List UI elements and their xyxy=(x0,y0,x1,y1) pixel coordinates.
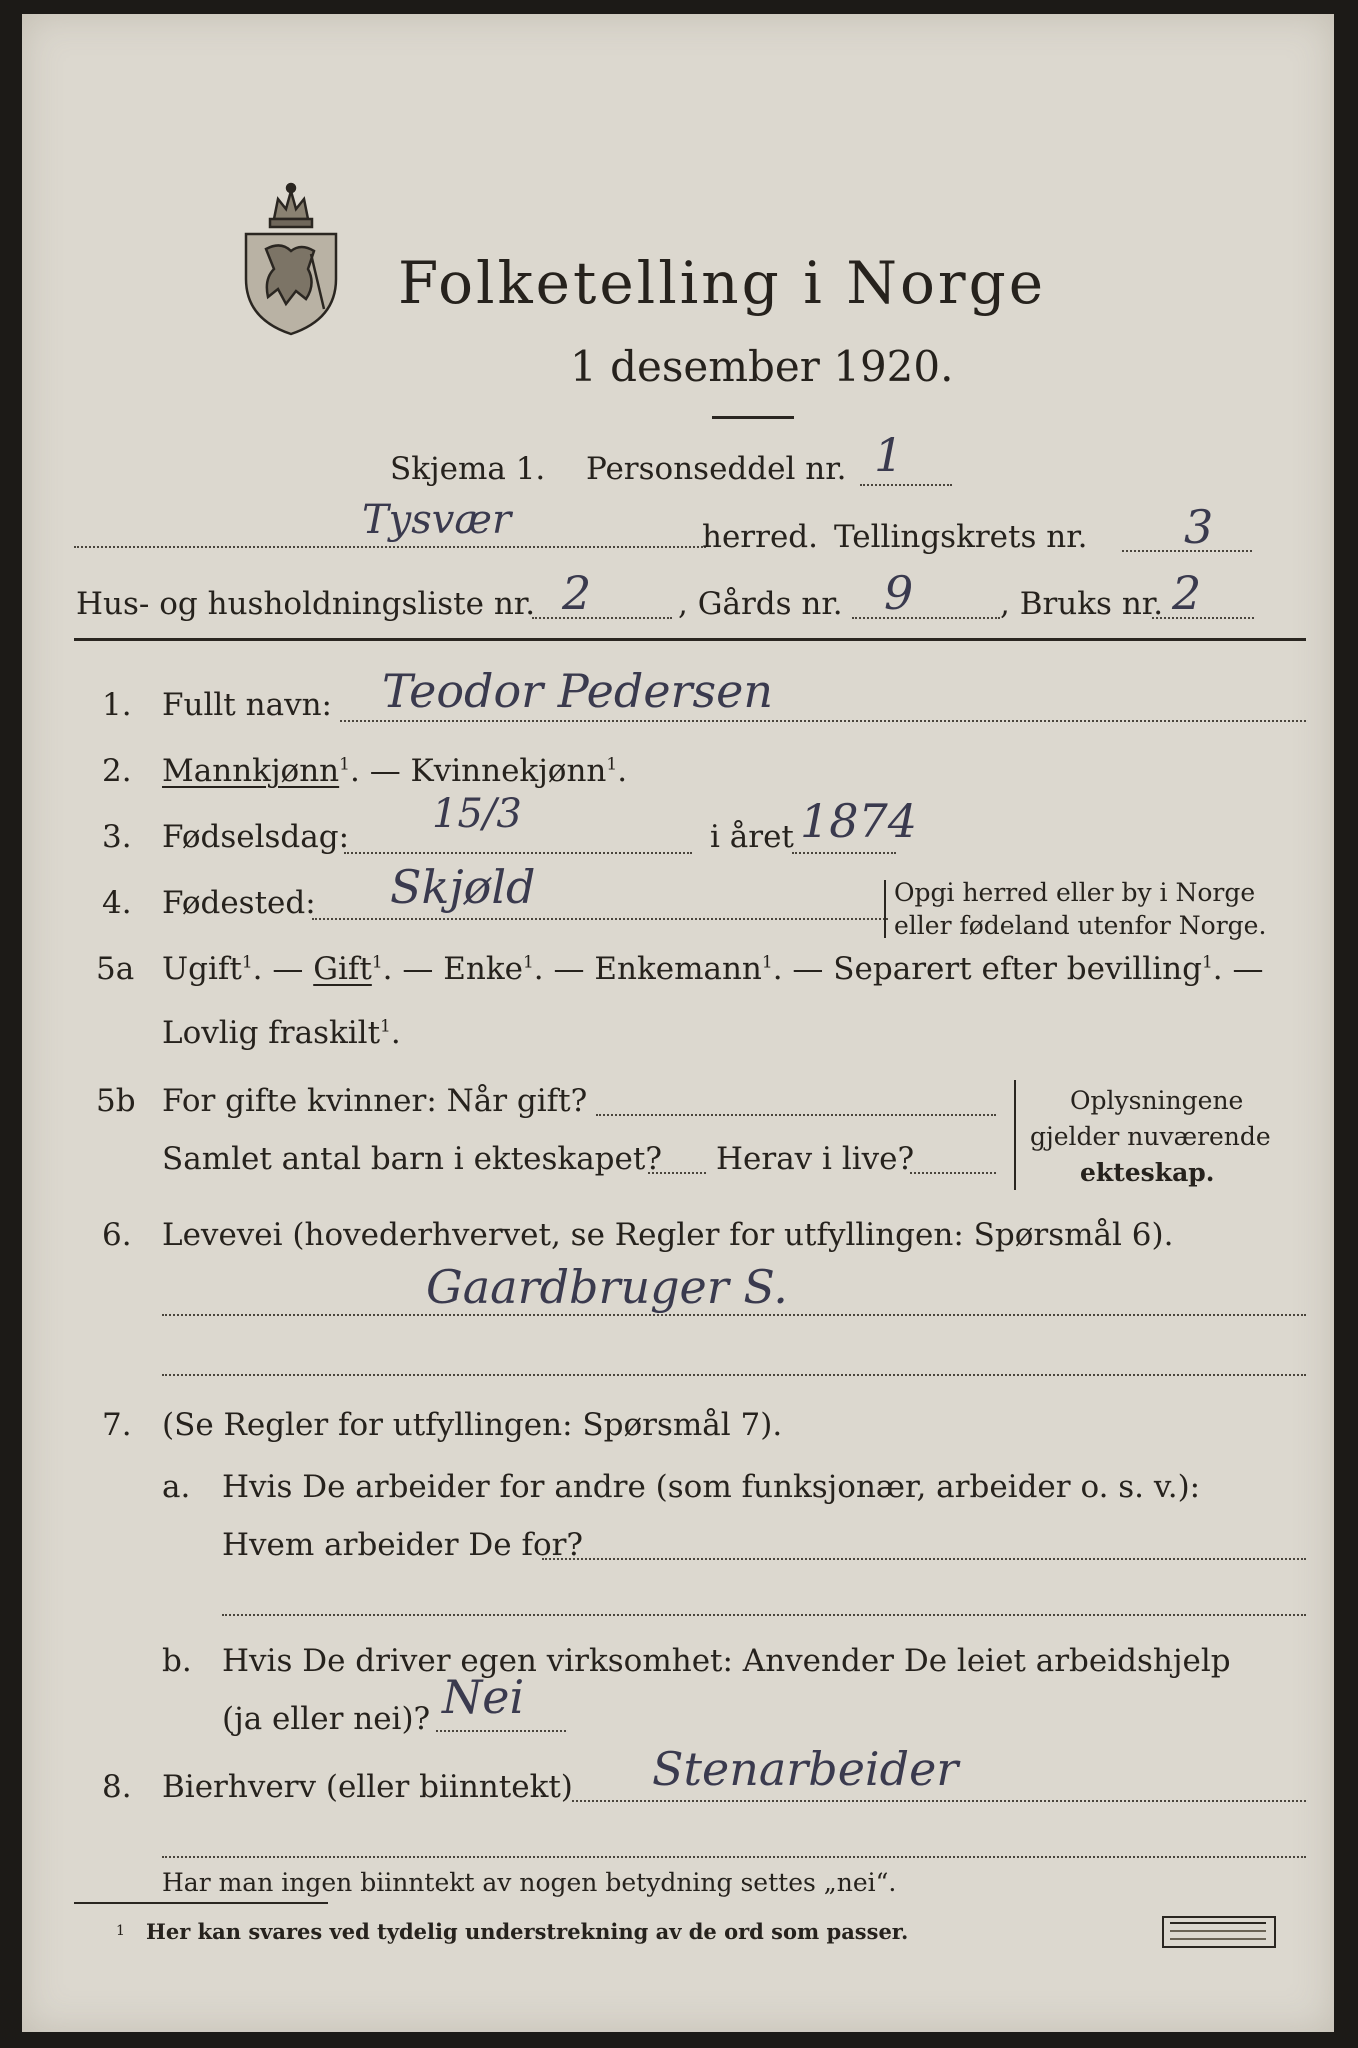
q3-year-line xyxy=(792,852,896,854)
q5a-line2: Lovlig fraskilt$^1$. xyxy=(162,1015,401,1051)
footnote-separator xyxy=(74,1902,328,1904)
q1-line xyxy=(340,720,1306,722)
q4-note-line2: eller fødeland utenfor Norge. xyxy=(894,911,1267,940)
q5b-note-brace xyxy=(1014,1080,1016,1190)
bruks-line xyxy=(1152,617,1254,619)
q5b-note-line2: gjelder nuværende xyxy=(1030,1122,1271,1151)
q8-number: 8. xyxy=(102,1769,132,1805)
q5b-children-label: Samlet antal barn i ekteskapet? xyxy=(162,1141,662,1177)
q5b-alive-label: Herav i live? xyxy=(716,1141,915,1177)
q4-note-brace xyxy=(884,880,886,938)
tellingskrets-value[interactable]: 3 xyxy=(1184,500,1214,554)
q7b-label: Hvis De driver egen virksomhet: Anvender De leiet arbeidshjelp xyxy=(222,1643,1231,1679)
q4-note-line1: Opgi herred eller by i Norge xyxy=(894,878,1256,907)
q7a-employer-line2 xyxy=(222,1614,1306,1616)
header-separator xyxy=(74,638,1306,641)
q1-number: 1. xyxy=(102,687,132,723)
hus-label: Hus- og husholdningsliste nr. xyxy=(76,586,536,622)
q7b-number: b. xyxy=(162,1643,192,1679)
title-divider xyxy=(712,416,794,419)
q8-line2 xyxy=(162,1856,1306,1858)
q5b-when-married-label: For gifte kvinner: Når gift? xyxy=(162,1083,588,1119)
q5a-number: 5a xyxy=(96,951,135,987)
q4-value[interactable]: Skjøld xyxy=(390,860,536,914)
q8-label: Bierhverv (eller biinntekt) xyxy=(162,1769,573,1805)
bruks-value[interactable]: 2 xyxy=(1172,566,1202,620)
hus-line xyxy=(532,617,672,619)
gards-line xyxy=(852,617,1000,619)
printer-stamp-icon xyxy=(1162,1916,1276,1948)
q5b-note-line3: ekteskap. xyxy=(1080,1158,1215,1187)
census-date: 1 desember 1920. xyxy=(570,342,954,391)
herred-line xyxy=(74,546,706,548)
q2-number: 2. xyxy=(102,753,132,789)
q6-number: 6. xyxy=(102,1217,132,1253)
q7-number: 7. xyxy=(102,1407,132,1443)
q8-value[interactable]: Stenarbeider xyxy=(652,1742,959,1796)
personseddel-line xyxy=(860,484,952,486)
q7b-yesno-line xyxy=(436,1730,566,1732)
q2-options: Mannkjønn$^1$. — Kvinnekjønn$^1$. xyxy=(162,753,628,789)
q7a-number: a. xyxy=(162,1469,191,1505)
footnote-text: Her kan svares ved tydelig understrekning av de ord som passer. xyxy=(146,1919,909,1944)
q5a-gift-option[interactable]: Gift xyxy=(313,951,372,987)
q6-label: Levevei (hovederhvervet, se Regler for utfyllingen: Spørsmål 6). xyxy=(162,1217,1174,1253)
q4-label: Fødested: xyxy=(162,885,316,921)
q6-line2 xyxy=(162,1374,1306,1376)
q7a-label: Hvis De arbeider for andre (som funksjonær, arbeider o. s. v.): xyxy=(222,1469,1201,1505)
tellingskrets-label: Tellingskrets nr. xyxy=(834,519,1088,555)
q7a-employer-line xyxy=(542,1558,1306,1560)
q6-value[interactable]: Gaardbruger S. xyxy=(426,1260,788,1314)
q5b-note-line1: Oplysningene xyxy=(1070,1086,1244,1115)
gards-label: , Gårds nr. xyxy=(678,586,843,622)
footnote-mark: 1 xyxy=(116,1923,125,1939)
q3-number: 3. xyxy=(102,819,132,855)
q2-male-option[interactable]: Mannkjønn xyxy=(162,753,340,789)
herred-label: herred. xyxy=(702,519,818,555)
hus-value[interactable]: 2 xyxy=(562,566,592,620)
q5b-children-line xyxy=(648,1172,706,1174)
form-title: Folketelling i Norge xyxy=(398,249,1047,317)
q5b-number: 5b xyxy=(96,1083,136,1119)
q8-line xyxy=(572,1800,1306,1802)
q4-line xyxy=(312,918,888,920)
coat-of-arms-icon xyxy=(236,179,346,339)
q5a-options: Ugift$^1$. — Gift$^1$. — Enke$^1$. — Enkemann$^1$. — Separert efter bevilling$^1$. — xyxy=(162,951,1264,987)
q1-value[interactable]: Teodor Pedersen xyxy=(382,664,773,718)
personseddel-value[interactable]: 1 xyxy=(874,428,904,482)
q6-line1 xyxy=(162,1314,1306,1316)
q3-year-label: i året xyxy=(710,819,794,855)
q3-day-value[interactable]: 15/3 xyxy=(432,791,522,837)
q3-label: Fødselsdag: xyxy=(162,819,350,855)
q7b-yesno-label: (ja eller nei)? xyxy=(222,1701,431,1737)
q3-day-line xyxy=(344,852,692,854)
skjema-label: Skjema 1. xyxy=(390,451,546,487)
q5b-when-married-line xyxy=(596,1114,996,1116)
q8-note: Har man ingen biinntekt av nogen betydning settes „nei“. xyxy=(162,1868,897,1897)
q7a-employer-label: Hvem arbeider De for? xyxy=(222,1527,584,1563)
census-form xyxy=(22,14,1334,2032)
q4-number: 4. xyxy=(102,885,132,921)
q7b-value[interactable]: Nei xyxy=(442,1670,525,1724)
herred-value[interactable]: Tysvær xyxy=(362,497,512,543)
q1-label: Fullt navn: xyxy=(162,687,332,723)
q3-year-value[interactable]: 1874 xyxy=(800,794,918,848)
personseddel-label: Personseddel nr. xyxy=(586,451,847,487)
q7-label: (Se Regler for utfyllingen: Spørsmål 7). xyxy=(162,1407,783,1443)
gards-value[interactable]: 9 xyxy=(884,566,914,620)
q5b-alive-line xyxy=(910,1172,996,1174)
bruks-label: , Bruks nr. xyxy=(1000,586,1164,622)
